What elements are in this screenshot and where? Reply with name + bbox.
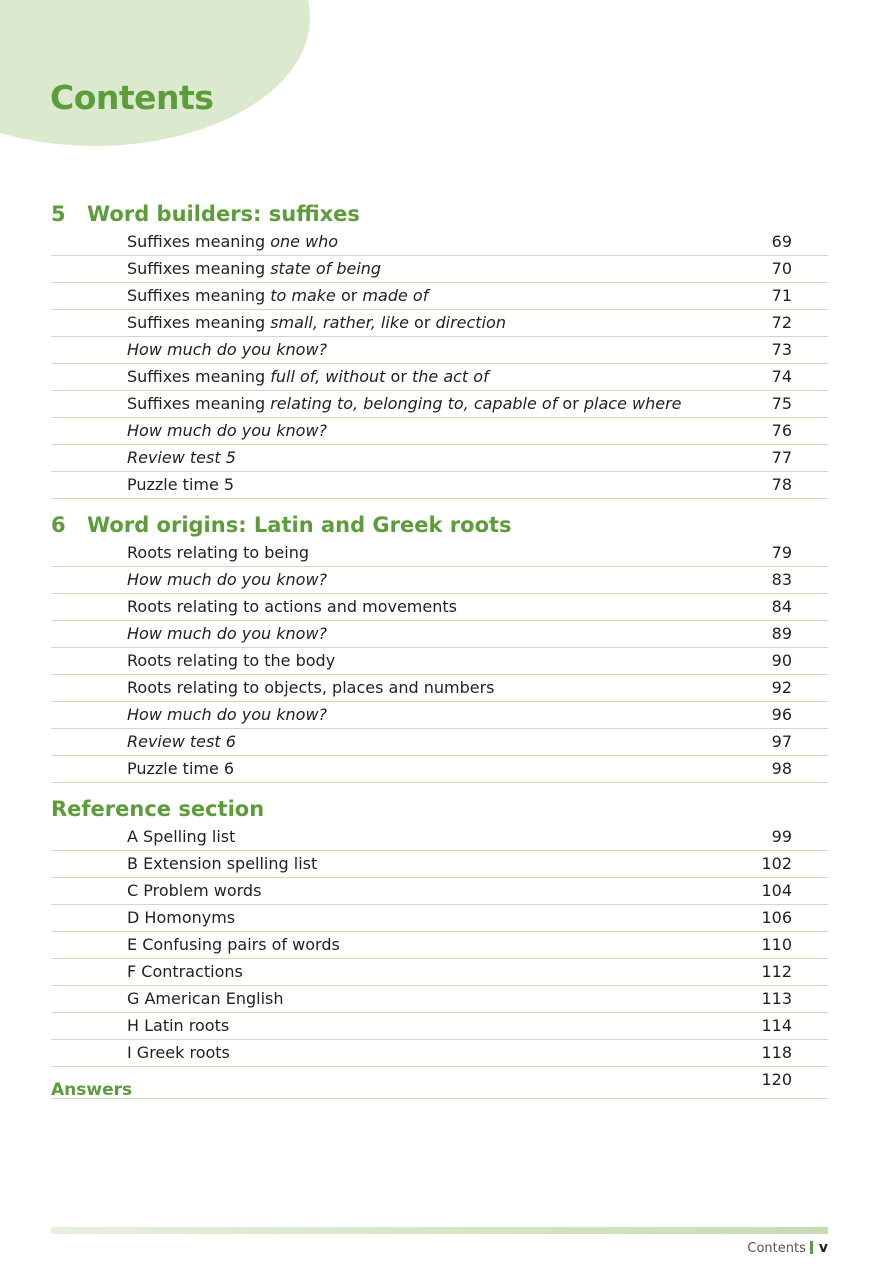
entry-title [127, 337, 327, 363]
toc-entry[interactable] [51, 986, 828, 1013]
entry-title-part: I Greek roots [127, 1043, 230, 1062]
entry-title-part: full of, without [270, 367, 386, 386]
entry-title [127, 472, 234, 498]
entry-title [127, 418, 327, 444]
entry-title-part: to make [270, 286, 336, 305]
section-heading [51, 199, 828, 229]
entry-page-number: 74 [771, 367, 792, 386]
toc-entry[interactable] [51, 256, 828, 283]
entry-title-part: C Problem words [127, 881, 262, 900]
toc-entry[interactable] [51, 1013, 828, 1040]
entry-title-part: Roots relating to being [127, 543, 309, 562]
entry-page-number: 97 [771, 732, 792, 751]
entry-title-part: place where [583, 394, 682, 413]
entry-title [127, 729, 236, 755]
entry-title [127, 932, 340, 958]
entry-title-part: F Contractions [127, 962, 243, 981]
toc-entry[interactable] [51, 283, 828, 310]
toc-entry[interactable] [51, 337, 828, 364]
entry-page-number: 90 [771, 651, 792, 670]
toc-entry[interactable] [51, 1040, 828, 1067]
toc-entry[interactable] [51, 445, 828, 472]
toc-entry[interactable] [51, 540, 828, 567]
entry-title [127, 648, 335, 674]
entry-title-part: made of [362, 286, 429, 305]
entry-title-part: or [385, 367, 412, 386]
entry-page-number: 69 [771, 232, 792, 251]
entry-page-number: 75 [771, 394, 792, 413]
entry-title [127, 675, 495, 701]
toc-entry[interactable] [51, 824, 828, 851]
entry-page-number: 76 [771, 421, 792, 440]
toc-entry[interactable] [51, 878, 828, 905]
entry-page-number: 98 [771, 759, 792, 778]
entry-title [127, 959, 243, 985]
entry-title-part: H Latin roots [127, 1016, 230, 1035]
header-decoration [0, 0, 310, 146]
section-title: Word origins: Latin and Greek roots [87, 513, 512, 537]
toc-entry[interactable] [51, 729, 828, 756]
entry-page-number: 73 [771, 340, 792, 359]
entry-page-number: 89 [771, 624, 792, 643]
entry-title-part: or [335, 286, 363, 305]
entry-title-part: How much do you know? [127, 570, 328, 589]
section-title: Reference section [51, 797, 265, 821]
entry-page-number: 106 [761, 908, 792, 927]
section-title: Word builders: suffixes [87, 202, 360, 226]
entry-title-part: Suffixes meaning [127, 367, 271, 386]
entry-title-part: A Spelling list [127, 827, 236, 846]
entry-title [127, 391, 682, 417]
entry-page-number: 78 [771, 475, 792, 494]
toc-entry[interactable] [51, 851, 828, 878]
toc-entry[interactable] [51, 594, 828, 621]
entry-page-number: 99 [771, 827, 792, 846]
entry-page-number: 72 [771, 313, 792, 332]
entry-title [127, 878, 261, 904]
toc-entry[interactable] [51, 229, 828, 256]
entry-title-part: Suffixes meaning [127, 259, 271, 278]
entry-title [127, 905, 235, 931]
entry-title [127, 364, 489, 390]
toc-entry[interactable] [51, 905, 828, 932]
entry-title-part: Roots relating to the body [127, 651, 336, 670]
toc-entry[interactable] [51, 472, 828, 499]
footer-label: Contents [747, 1241, 806, 1256]
toc-entry[interactable] [51, 418, 828, 445]
entry-title [127, 256, 381, 282]
entry-page-number: 84 [771, 597, 792, 616]
section-heading [51, 794, 828, 824]
entry-page-number: 77 [771, 448, 792, 467]
entry-page-number: 104 [761, 881, 792, 900]
entry-title-part: Suffixes meaning [127, 394, 271, 413]
footer-bar [51, 1227, 828, 1234]
toc-entry[interactable] [51, 310, 828, 337]
entry-title [127, 540, 309, 566]
entry-title-part: Suffixes meaning [127, 286, 271, 305]
toc-entry[interactable] [51, 364, 828, 391]
entry-title [127, 229, 338, 255]
entry-page-number: 92 [771, 678, 792, 697]
table-of-contents [51, 199, 828, 1099]
footer-separator [810, 1241, 813, 1254]
toc-entry[interactable] [51, 959, 828, 986]
entry-title [127, 986, 283, 1012]
page-title: Contents [50, 78, 214, 117]
entry-page-number: 114 [761, 1016, 792, 1035]
entry-title [127, 1013, 229, 1039]
entry-title-part: Roots relating to objects, places and numbers [127, 678, 495, 697]
entry-title [127, 594, 457, 620]
toc-entry[interactable] [51, 567, 828, 594]
entry-title-part: direction [435, 313, 506, 332]
entry-title-part: E Confusing pairs of words [127, 935, 340, 954]
section-number: 5 [51, 202, 66, 226]
page-footer [747, 1240, 828, 1256]
answers-label: Answers [51, 1080, 133, 1100]
entry-title-part: Puzzle time 6 [127, 759, 235, 778]
entry-page-number: 102 [761, 854, 792, 873]
entry-page-number: 79 [771, 543, 792, 562]
entry-title-part: G American English [127, 989, 284, 1008]
entry-title-part: Review test 5 [127, 448, 236, 467]
entry-title [127, 445, 236, 471]
entry-title-part: Suffixes meaning [127, 313, 271, 332]
entry-title-part: the act of [411, 367, 489, 386]
entry-title [127, 851, 317, 877]
entry-title-part: How much do you know? [127, 421, 328, 440]
entry-title [127, 310, 506, 336]
page-number: v [818, 1240, 828, 1256]
entry-page-number: 118 [761, 1043, 792, 1062]
toc-entry[interactable] [51, 702, 828, 729]
toc-entry[interactable] [51, 932, 828, 959]
entry-page-number: 83 [771, 570, 792, 589]
entry-title-part: How much do you know? [127, 705, 328, 724]
entry-title [127, 702, 327, 728]
toc-entry[interactable] [51, 621, 828, 648]
toc-entry[interactable] [51, 391, 828, 418]
entry-title [127, 824, 235, 850]
entry-title-part: or [408, 313, 436, 332]
entry-page-number: 110 [761, 935, 792, 954]
entry-title-part: Suffixes meaning [127, 232, 271, 251]
entry-title [127, 567, 327, 593]
entry-title-part: B Extension spelling list [127, 854, 318, 873]
entry-title [127, 621, 327, 647]
section-number: 6 [51, 513, 66, 537]
entry-title-part: one who [270, 232, 339, 251]
entry-title-part: Roots relating to actions and movements [127, 597, 457, 616]
toc-entry[interactable] [51, 675, 828, 702]
entry-page-number: 71 [771, 286, 792, 305]
entry-title-part: Puzzle time 5 [127, 475, 235, 494]
entry-title-part: relating to, belonging to, capable of [270, 394, 558, 413]
entry-title [127, 756, 234, 782]
entry-title-part: state of being [270, 259, 382, 278]
entry-page-number: 70 [771, 259, 792, 278]
toc-entry[interactable] [51, 756, 828, 783]
entry-title-part: small, rather, like [270, 313, 409, 332]
entry-title [127, 1040, 230, 1066]
entry-page-number: 112 [761, 962, 792, 981]
answers-page: 120 [761, 1070, 792, 1089]
entry-title-part: How much do you know? [127, 340, 328, 359]
entry-page-number: 96 [771, 705, 792, 724]
entry-title-part: D Homonyms [127, 908, 236, 927]
entry-title-part: Review test 6 [127, 732, 236, 751]
entry-title [127, 283, 428, 309]
entry-page-number: 113 [761, 989, 792, 1008]
entry-title-part: or [557, 394, 584, 413]
section-heading [51, 510, 828, 540]
entry-title-part: How much do you know? [127, 624, 328, 643]
toc-answers-row[interactable] [51, 1072, 828, 1099]
toc-entry[interactable] [51, 648, 828, 675]
